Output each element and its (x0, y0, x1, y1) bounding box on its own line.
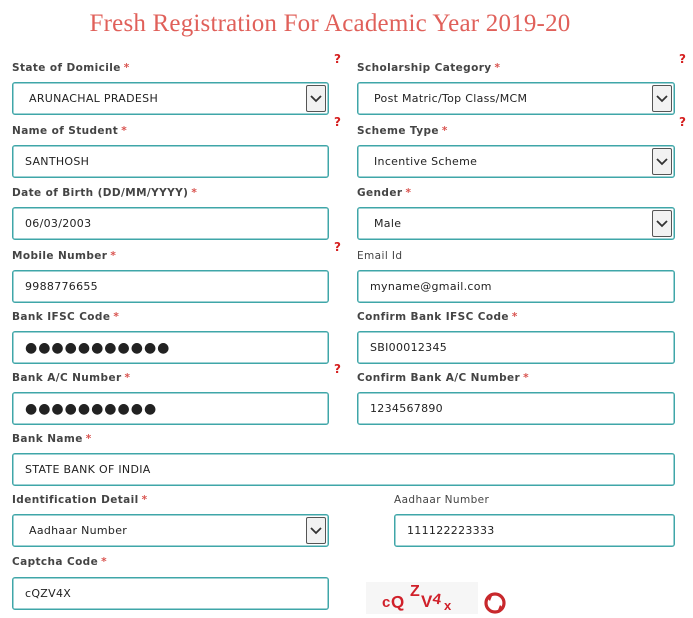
gender-value: Male (374, 217, 402, 230)
help-icon[interactable]: ? (679, 115, 686, 129)
help-icon[interactable]: ? (334, 52, 341, 66)
id-detail-label: Identification Detail * (12, 494, 148, 506)
chevron-down-icon[interactable] (306, 85, 326, 112)
chevron-down-icon[interactable] (652, 148, 672, 175)
chevron-down-icon[interactable] (652, 85, 672, 112)
captcha-image (366, 582, 478, 614)
bank-name-label: Bank Name * (12, 433, 92, 445)
help-icon[interactable]: ? (334, 362, 341, 376)
help-icon[interactable]: ? (334, 240, 341, 254)
svg-text:V: V (421, 592, 433, 611)
gender-select[interactable] (357, 207, 675, 240)
account-label: Bank A/C Number * (12, 372, 131, 384)
scheme-label: Scheme Type * (357, 125, 448, 137)
account-input[interactable]: ●●●●●●●●●● (12, 392, 329, 425)
confirm-account-input[interactable]: 1234567890 (357, 392, 675, 425)
state-label: State of Domicile * (12, 62, 130, 74)
student-name-input[interactable]: SANTHOSH (12, 145, 329, 178)
refresh-captcha-icon[interactable] (484, 592, 506, 614)
help-icon[interactable]: ? (334, 115, 341, 129)
mobile-input[interactable]: 9988776655 (12, 270, 329, 303)
captcha-input[interactable]: cQZV4X (12, 577, 329, 610)
category-value: Post Matric/Top Class/MCM (374, 92, 528, 105)
id-detail-select[interactable] (12, 514, 329, 547)
page-title: Fresh Registration For Academic Year 2019-20 (89, 10, 571, 37)
svg-text:x: x (444, 598, 452, 613)
help-icon[interactable]: ? (679, 52, 686, 66)
state-value: ARUNACHAL PRADESH (29, 92, 159, 105)
dob-input[interactable]: 06/03/2003 (12, 207, 329, 240)
chevron-down-icon[interactable] (652, 210, 672, 237)
svg-text:c: c (382, 594, 391, 611)
aadhaar-input[interactable]: 111122223333 (394, 514, 675, 547)
scheme-select[interactable] (357, 145, 675, 178)
ifsc-label: Bank IFSC Code * (12, 311, 120, 323)
aadhaar-label: Aadhaar Number (394, 494, 490, 506)
svg-text:4: 4 (431, 590, 443, 609)
confirm-account-label: Confirm Bank A/C Number * (357, 372, 529, 384)
confirm-ifsc-input[interactable]: SBI00012345 (357, 331, 675, 364)
chevron-down-icon[interactable] (306, 517, 326, 544)
svg-text:Q: Q (389, 591, 406, 613)
confirm-ifsc-label: Confirm Bank IFSC Code * (357, 311, 518, 323)
ifsc-input[interactable]: ●●●●●●●●●●● (12, 331, 329, 364)
student-name-label: Name of Student * (12, 125, 128, 137)
dob-label: Date of Birth (DD/MM/YYYY) * (12, 187, 198, 199)
svg-text:Z: Z (410, 583, 420, 600)
email-label: Email Id (357, 250, 403, 262)
scheme-value: Incentive Scheme (374, 155, 478, 168)
captcha-label: Captcha Code * (12, 556, 108, 568)
email-input[interactable]: myname@gmail.com (357, 270, 675, 303)
state-select[interactable] (12, 82, 329, 115)
category-select[interactable] (357, 82, 675, 115)
bank-name-input[interactable]: STATE BANK OF INDIA (12, 453, 675, 486)
mobile-label: Mobile Number * (12, 250, 117, 262)
category-label: Scholarship Category * (357, 62, 501, 74)
id-detail-value: Aadhaar Number (29, 524, 128, 537)
gender-label: Gender * (357, 187, 412, 199)
